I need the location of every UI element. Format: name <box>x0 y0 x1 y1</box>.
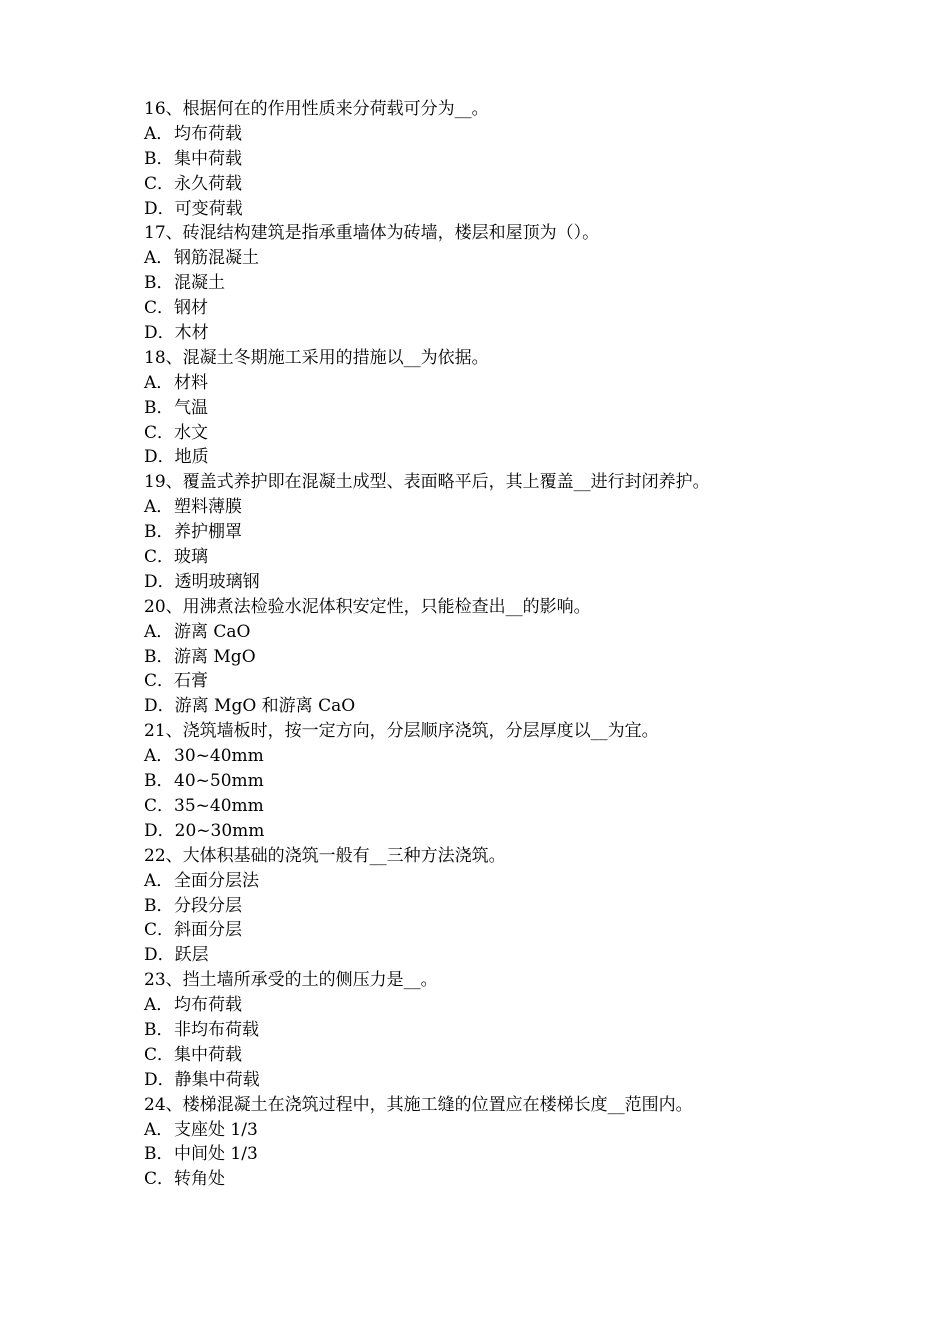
option-text: 石膏 <box>174 671 209 692</box>
option-c <box>144 172 844 197</box>
option-letter: C． <box>144 1044 175 1065</box>
option-a <box>144 869 844 894</box>
option-a <box>144 1118 844 1143</box>
option-letter: C． <box>144 422 175 443</box>
question-19 <box>144 470 844 594</box>
question-18 <box>144 346 844 470</box>
option-letter: B． <box>144 1019 174 1040</box>
option-text: 钢材 <box>174 298 209 319</box>
question-stem: 24、楼梯混凝土在浇筑过程中，其施工缝的位置应在楼梯长度__范围内。 <box>144 1094 693 1115</box>
option-c <box>144 1167 844 1192</box>
option-b <box>144 396 844 421</box>
option-text: 全面分层法 <box>174 870 259 891</box>
option-text: 30~40mm <box>174 746 264 767</box>
option-letter: A． <box>144 621 174 642</box>
option-text: 永久荷载 <box>174 173 243 194</box>
option-d <box>144 570 844 595</box>
option-letter: B． <box>144 895 174 916</box>
option-letter: C． <box>144 547 175 568</box>
option-letter: A． <box>144 497 174 518</box>
option-letter: C． <box>144 1169 175 1190</box>
option-text: 分段分层 <box>174 895 242 916</box>
option-b <box>144 894 844 919</box>
option-a <box>144 122 844 147</box>
option-letter: D． <box>144 447 175 468</box>
option-letter: C． <box>144 298 175 319</box>
option-letter: C． <box>144 671 175 692</box>
question-22 <box>144 844 844 968</box>
option-text: 木材 <box>174 323 209 344</box>
option-d <box>144 943 844 968</box>
option-d <box>144 1068 844 1093</box>
option-letter: C． <box>144 795 175 816</box>
option-text: 养护棚罩 <box>174 522 242 543</box>
option-b <box>144 147 844 172</box>
option-c <box>144 918 844 943</box>
question-stem: 21、浇筑墙板时，按一定方向，分层顺序浇筑，分层厚度以__为宜。 <box>144 721 659 742</box>
option-text: 均布荷载 <box>174 123 242 144</box>
question-24 <box>144 1093 844 1193</box>
option-text: 可变荷载 <box>174 198 243 219</box>
question-16 <box>144 97 844 221</box>
option-b <box>144 520 844 545</box>
option-text: 透明玻璃钢 <box>174 571 260 592</box>
option-b <box>144 645 844 670</box>
option-b <box>144 1018 844 1043</box>
option-a <box>144 620 844 645</box>
question-stem: 18、混凝土冬期施工采用的措施以__为依据。 <box>144 347 489 368</box>
option-c <box>144 794 844 819</box>
option-text: 塑料薄膜 <box>174 497 242 518</box>
question-21 <box>144 719 844 843</box>
option-d <box>144 445 844 470</box>
option-letter: D． <box>144 1069 175 1090</box>
option-c <box>144 545 844 570</box>
question-20 <box>144 595 844 719</box>
option-letter: D． <box>144 198 175 219</box>
option-a <box>144 246 844 271</box>
option-text: 钢筋混凝土 <box>174 248 259 269</box>
question-stem: 20、用沸煮法检验水泥体积安定性，只能检查出__的影响。 <box>144 596 591 617</box>
option-letter: C． <box>144 173 175 194</box>
option-text: 水文 <box>174 422 209 443</box>
option-text: 非均布荷载 <box>174 1019 259 1040</box>
option-text: 集中荷载 <box>174 1044 243 1065</box>
option-letter: A． <box>144 870 174 891</box>
option-text: 20~30mm <box>174 820 265 841</box>
option-letter: B． <box>144 397 174 418</box>
option-text: 游离 MgO 和游离 CaO <box>174 696 356 717</box>
question-stem: 19、覆盖式养护即在混凝土成型、表面略平后，其上覆盖__进行封闭养护。 <box>144 472 710 493</box>
option-d <box>144 819 844 844</box>
option-a <box>144 744 844 769</box>
document-page <box>144 97 844 1192</box>
option-text: 游离 MgO <box>174 646 256 667</box>
option-letter: D． <box>144 945 175 966</box>
question-stem: 16、根据何在的作用性质来分荷载可分为__。 <box>144 99 489 119</box>
option-text: 转角处 <box>174 1169 226 1190</box>
option-letter: B． <box>144 273 174 294</box>
option-text: 40~50mm <box>174 771 264 792</box>
option-d <box>144 694 844 719</box>
option-d <box>144 321 844 346</box>
option-letter: B． <box>144 522 174 543</box>
option-a <box>144 495 844 520</box>
option-letter: A． <box>144 123 174 144</box>
option-text: 静集中荷载 <box>174 1069 260 1090</box>
option-text: 35~40mm <box>174 795 264 816</box>
option-text: 材料 <box>174 372 208 393</box>
question-stem: 23、挡土墙所承受的土的侧压力是__。 <box>144 970 438 991</box>
option-a <box>144 371 844 396</box>
option-d <box>144 197 844 222</box>
question-17 <box>144 221 844 345</box>
option-text: 跃层 <box>174 945 209 966</box>
option-letter: D． <box>144 820 175 841</box>
option-letter: C． <box>144 920 175 941</box>
option-c <box>144 1043 844 1068</box>
option-text: 游离 CaO <box>174 621 251 642</box>
option-text: 斜面分层 <box>174 920 243 941</box>
option-letter: B． <box>144 1144 174 1165</box>
option-b <box>144 769 844 794</box>
option-letter: A． <box>144 995 174 1016</box>
option-text: 混凝土 <box>174 273 225 294</box>
option-c <box>144 296 844 321</box>
option-b <box>144 271 844 296</box>
option-letter: B． <box>144 771 174 792</box>
option-a <box>144 993 844 1018</box>
option-text: 地质 <box>174 447 209 468</box>
option-text: 中间处 1/3 <box>174 1144 258 1165</box>
option-letter: D． <box>144 571 175 592</box>
option-b <box>144 1142 844 1167</box>
option-text: 玻璃 <box>174 547 209 568</box>
option-text: 集中荷载 <box>174 148 242 169</box>
option-letter: A． <box>144 248 174 269</box>
option-text: 均布荷载 <box>174 995 242 1016</box>
option-letter: D． <box>144 323 175 344</box>
option-c <box>144 669 844 694</box>
question-stem: 22、大体积基础的浇筑一般有__三种方法浇筑。 <box>144 845 506 866</box>
option-c <box>144 421 844 446</box>
option-letter: A． <box>144 1119 174 1140</box>
option-text: 支座处 1/3 <box>174 1119 258 1140</box>
question-23 <box>144 968 844 1092</box>
option-letter: A． <box>144 372 174 393</box>
option-letter: B． <box>144 646 174 667</box>
option-letter: D． <box>144 696 175 717</box>
option-text: 气温 <box>174 397 208 418</box>
option-letter: A． <box>144 746 174 767</box>
question-stem: 17、砖混结构建筑是指承重墙体为砖墙，楼层和屋顶为（）。 <box>144 223 600 244</box>
option-letter: B． <box>144 148 174 169</box>
